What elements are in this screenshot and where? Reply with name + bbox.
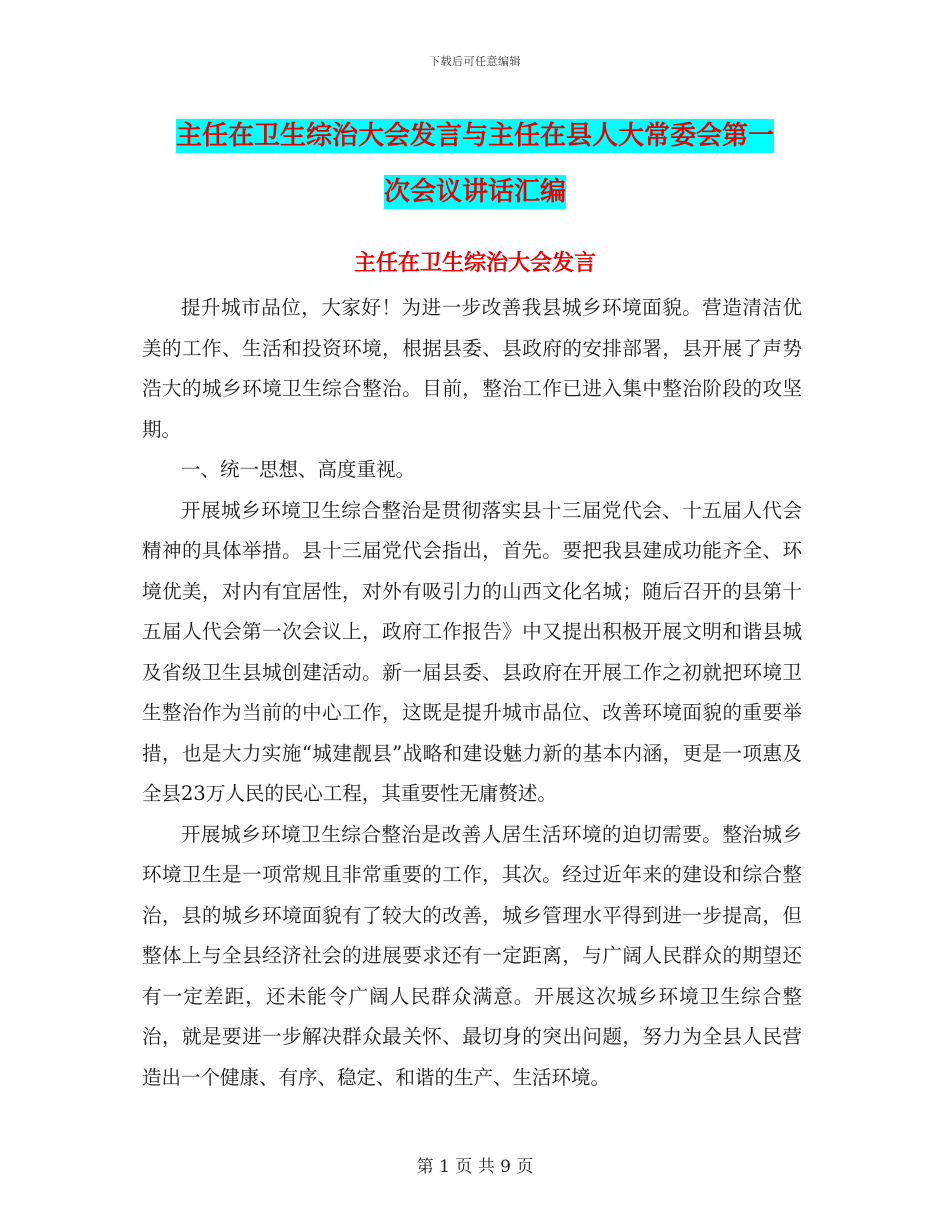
paragraph: 一、统一思想、高度重视。 xyxy=(181,458,416,481)
section-title: 主任在卫生综治大会发言 xyxy=(353,251,596,276)
document-title-line-1: 主任在卫生综治大会发言与主任在县人大常委会第一 xyxy=(175,121,774,151)
document-title xyxy=(150,108,800,220)
document-body xyxy=(142,288,802,1098)
paragraph: 提升城市品位，大家好！为进一步改善我县城乡环境面貌。营造清洁优美的工作、生活和投资环境，根据县委、县政府的安排部署，县开展了声势浩大的城乡环境卫生综合整治。目前，整治工作已进入集中整治阶段的攻坚期。 xyxy=(142,296,802,441)
paragraph: 开展城乡环境卫生综合整治是贯彻落实县十三届党代会、十五届人代会精神的具体举措。县十三届党代会指出，首先。要把我县建成功能齐全、环境优美，对内有宜居性，对外有吸引力的山西文化名城；随后召开的县第十五届人代会第一次会议上，政府工作报告》中又提出积极开展文明和谐县城及省级卫生县城创建活动。新一届县委、县政府在开展工作之初就把环境卫生整治作为当前的中心工作，这既是提升城市品位、改善环境面貌的重要举措，也是大力实施“城建靓县”战略和建设魅力新的基本内涵，更是一项惠及全县23万人民的民心工程，其重要性无庸赘述。 xyxy=(142,498,802,805)
document-title-line-2: 次会议讲话汇编 xyxy=(383,177,566,207)
page-number-footer: 第 1 页 共 9 页 xyxy=(416,1157,534,1177)
paragraph: 开展城乡环境卫生综合整治是改善人居生活环境的迫切需要。整治城乡环境卫生是一项常规且非常重要的工作，其次。经过近年来的建设和综合整治，县的城乡环境面貌有了较大的改善，城乡管理水平得到进一步提高，但整体上与全县经济社会的进展要求还有一定距离，与广阔人民群众的期望还有一定差距，还未能令广阔人民群众满意。开展这次城乡环境卫生综合整治，就是要进一步解决群众最关怀、最切身的突出问题，努力为全县人民营造出一个健康、有序、稳定、和谐的生产、生活环境。 xyxy=(142,822,802,1089)
page-header-note: 下载后可任意编辑 xyxy=(429,55,521,68)
